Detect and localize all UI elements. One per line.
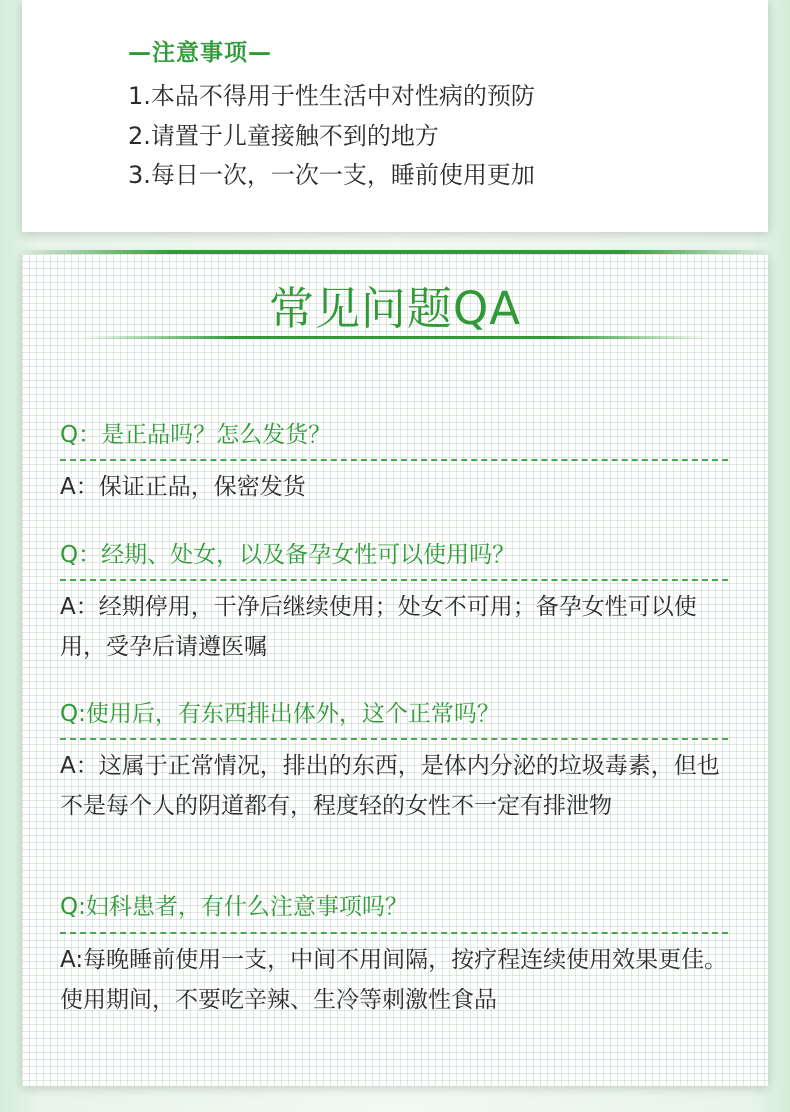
qa-card xyxy=(22,254,768,1086)
question-2: Q：经期、处女，以及备孕女性可以使用吗？ xyxy=(60,542,516,568)
question-4: Q:妇科患者，有什么注意事项吗？ xyxy=(60,894,408,920)
notice-title: —注意事项— xyxy=(128,40,272,66)
question-3: Q:使用后，有东西排出体外，这个正常吗？ xyxy=(60,701,500,727)
qa-divider xyxy=(60,459,728,461)
qa-divider xyxy=(60,932,728,934)
qa-heading: 常见问题QA xyxy=(268,282,522,335)
notice-item-1: 1.本品不得用于性生活中对性病的预防 xyxy=(128,82,535,110)
answer-1: A：保证正品，保密发货 xyxy=(60,474,306,500)
notice-card xyxy=(22,0,768,232)
qa-divider xyxy=(60,579,728,581)
heading-underline xyxy=(80,336,710,339)
answer-4: A:每晚睡前使用一支，中间不用间隔，按疗程连续使用效果更佳。使用期间，不要吃辛辣、生冷等刺激性食品 xyxy=(60,947,728,1013)
answer-3: A：这属于正常情况，排出的东西，是体内分泌的垃圾毒素，但也不是每个人的阴道都有，程度轻的女性不一定有排泄物 xyxy=(60,753,720,819)
notice-item-3: 3.每日一次，一次一支，睡前使用更加 xyxy=(128,161,535,189)
qa-divider xyxy=(60,738,728,740)
answer-2: A：经期停用，干净后继续使用；处女不可用；备孕女性可以使用，受孕后请遵医嘱 xyxy=(60,594,697,660)
top-divider-line xyxy=(22,250,768,254)
notice-item-2: 2.请置于儿童接触不到的地方 xyxy=(128,122,439,150)
question-1: Q：是正品吗？怎么发货？ xyxy=(60,422,332,448)
